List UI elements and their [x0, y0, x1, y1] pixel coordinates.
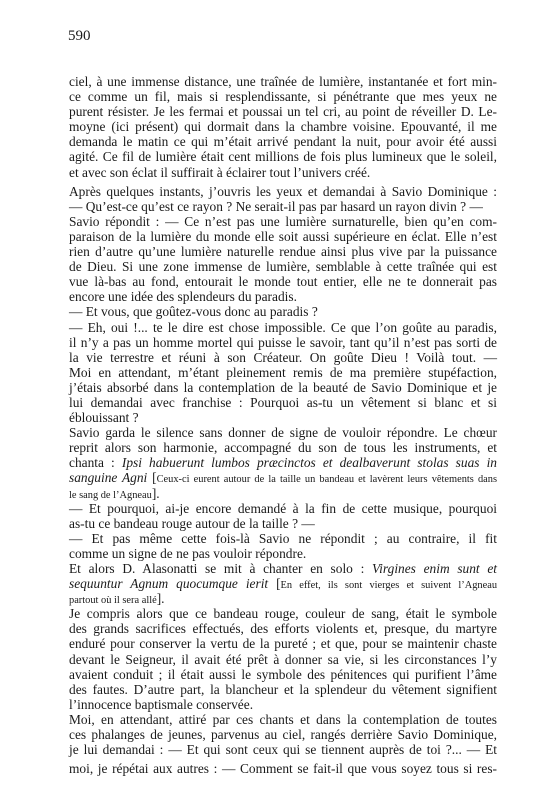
text-line	[69, 712, 497, 727]
text-segment: devant le Seigneur, il avait été prêt à donner sa vie, si les circonstances l’y	[69, 651, 497, 667]
text-line	[69, 561, 497, 576]
text-line	[69, 410, 497, 425]
text-line	[69, 199, 497, 214]
text-segment: de Dieu. Si une zone immense de lumière, semblable à cette traînée qui est	[69, 259, 497, 275]
text-segment: éblouissant ?	[69, 410, 139, 426]
text-line	[69, 621, 497, 636]
text-segment: je lui demandai : — Et qui sont ceux qui se tiennent auprès de toi ?... — Et	[69, 742, 497, 758]
text-segment: agité. Ce fil de lumière était cent millions de fois plus lumineux que le soleil,	[69, 149, 497, 165]
latin-quote: Virgines enim sunt et	[372, 561, 498, 576]
translation-note: le sang de l’Agneau	[69, 489, 152, 501]
text-line	[69, 380, 497, 395]
text-line	[69, 320, 497, 335]
text-line	[69, 440, 497, 455]
text-line	[69, 742, 497, 757]
text-segment: — Et pas même cette fois-là Savio ne répondit ; au contraire, il fit	[69, 530, 497, 546]
text-line	[69, 486, 497, 501]
text-line	[69, 165, 497, 180]
text-segment: des fautes. D’autre part, la blancheur et la splendeur du vêtement signifient	[69, 681, 497, 697]
text-line	[69, 214, 497, 229]
text-line	[69, 335, 497, 350]
page-number: 590	[68, 28, 91, 44]
text-line	[69, 546, 497, 561]
text-segment: ces phalanges de jeunes, parvenus au ciel, rangés derrière Savio Dominique,	[69, 727, 497, 743]
text-segment: Savio répondit : — Ce n’est pas une lumière surnaturelle, bien qu’en com-	[69, 213, 497, 229]
text-segment: Je compris alors que ce bandeau rouge, couleur de sang, était le symbole	[69, 606, 497, 622]
text-segment: rien d’autre qu’une lumière naturelle rendue ainsi plus vive par la puissance	[69, 244, 497, 260]
latin-quote: sequuntur Agnum quocumque ierit	[69, 576, 269, 592]
text-segment: et avec son éclat il suffirait à éclairer tout l’univers créé.	[69, 164, 371, 180]
translation-note: En effet, ils sont vierges et suivent l’Agneau	[280, 580, 498, 592]
text-segment: as-tu ce bandeau rouge autour de la taille ? —	[69, 515, 315, 531]
text-line	[69, 652, 497, 667]
text-segment: j’étais absorbé dans la contemplation de la beauté de Savio Dominique et je	[69, 379, 497, 395]
text-segment: — Et vous, que goûtez-vous donc au paradis ?	[69, 304, 318, 320]
text-segment: purent résister. Je les fermai et poussai un tel cri, au point de réveiller D. Le-	[69, 104, 497, 120]
text-line	[69, 606, 497, 621]
text-segment: Moi, en attendant, attiré par ces chants et dans la contemplation de toutes	[69, 711, 497, 727]
text-segment: [	[147, 470, 157, 486]
text-line	[69, 365, 497, 380]
text-segment: la vie terrestre et réuni à son Créateur. On goûte Dieu ! Voilà tout. —	[69, 349, 497, 365]
text-segment: ce comme un fil, mais si resplendissante, si pénétrante que mes yeux ne	[69, 89, 497, 105]
text-line	[69, 591, 497, 606]
text-line	[69, 289, 497, 304]
text-segment: moyne (ici présent) qui dormait dans la chambre voisine. Epouvanté, il me	[69, 119, 497, 135]
text-segment: comme un signe de ne pas vouloir répondre.	[69, 545, 307, 561]
text-line	[69, 425, 497, 440]
text-line	[69, 682, 497, 697]
text-line	[69, 501, 497, 516]
text-line	[69, 516, 497, 531]
body-text	[69, 74, 497, 776]
text-segment: ciel, à une immense distance, une traînée de lumière, instantanée et fort min-	[69, 74, 497, 89]
text-line	[69, 727, 497, 742]
text-line	[69, 350, 497, 365]
text-line	[69, 274, 497, 289]
text-line	[69, 576, 497, 591]
text-segment: avaient conduit ; il était aussi le symbole des pénitences qui purifient l’âme	[69, 666, 497, 682]
text-line	[69, 636, 497, 651]
text-line	[69, 134, 497, 149]
text-segment: — Eh, oui !... te le dire est chose impossible. Ce que l’on goûte au paradis,	[69, 319, 497, 335]
text-segment: Après quelques instants, j’ouvris les yeux et demandai à Savio Dominique :	[69, 183, 497, 199]
text-line	[69, 395, 497, 410]
text-segment: — Qu’est-ce qu’est ce rayon ? Ne serait-il pas par hasard un rayon divin ? —	[69, 198, 483, 214]
text-segment: encore une idée des splendeurs du paradis.	[69, 289, 297, 305]
text-line	[69, 229, 497, 244]
text-line	[69, 531, 497, 546]
text-segment: enduré pour conserver la vertu de la pureté ; et que, pour se maintenir chaste	[69, 636, 497, 652]
text-segment: Savio garda le silence sans donner de signe de vouloir répondre. Le chœur	[69, 425, 497, 441]
text-line	[69, 470, 497, 485]
text-line	[69, 149, 497, 164]
text-segment: l’innocence baptismale conservée.	[69, 696, 254, 712]
latin-quote: sanguine Agni	[69, 470, 148, 486]
translation-note: Ceux-ci eurent autour de la taille un bandeau et lavèrent leurs vêtements dans	[156, 474, 497, 486]
text-segment: Moi en attendant, m’étant pleinement remis de ma première stupéfaction,	[69, 364, 497, 380]
text-segment: des grands sacrifices effectués, des efforts violents et, presque, du martyre	[69, 621, 497, 637]
text-segment: Et alors D. Alasonatti se mit à chanter en solo :	[69, 561, 372, 576]
text-line	[69, 455, 497, 470]
text-segment: [	[268, 576, 281, 592]
text-line	[69, 304, 497, 319]
text-line	[69, 89, 497, 104]
text-segment: reprit alors son harmonie, accompagné du son de tous les instruments, et	[69, 440, 497, 456]
text-segment: ].	[156, 591, 165, 607]
text-line	[69, 761, 497, 776]
translation-note: partout où il sera allé	[69, 595, 157, 607]
text-segment: lui demandai avec franchise : Pourquoi as-tu un vêtement si blanc et si	[69, 394, 497, 410]
text-segment: vue là-bas au fond, entourait le monde tout entier, elle ne te donnerait pas	[69, 274, 497, 290]
text-segment: moi, je répétai aux autres : — Comment se fait-il que vous soyez tous si res-	[69, 761, 497, 777]
text-segment: demanda le matin ce qui m’était arrivé pendant la nuit, pour avoir été aussi	[69, 134, 497, 150]
text-segment: — Et pourquoi, ai-je encore demandé à la fin de cette musique, pourquoi	[69, 500, 497, 516]
text-line	[69, 184, 497, 199]
text-line	[69, 119, 497, 134]
text-segment: ].	[151, 485, 160, 501]
text-line	[69, 244, 497, 259]
text-line	[69, 697, 497, 712]
text-segment: paraison de la lumière du monde elle soit aussi supérieure en éclat. Elle n’est	[69, 228, 497, 244]
latin-quote: Ipsi habuerunt lumbos præcinctos et dealbaverunt stolas suas in	[121, 455, 498, 471]
text-line	[69, 667, 497, 682]
text-line	[69, 259, 497, 274]
text-line	[69, 74, 497, 89]
text-segment: chanta :	[69, 455, 122, 471]
text-line	[69, 104, 497, 119]
text-segment: il n’y a pas un homme mortel qui puisse le savoir, tant qu’il n’est pas sorti de	[69, 334, 497, 350]
